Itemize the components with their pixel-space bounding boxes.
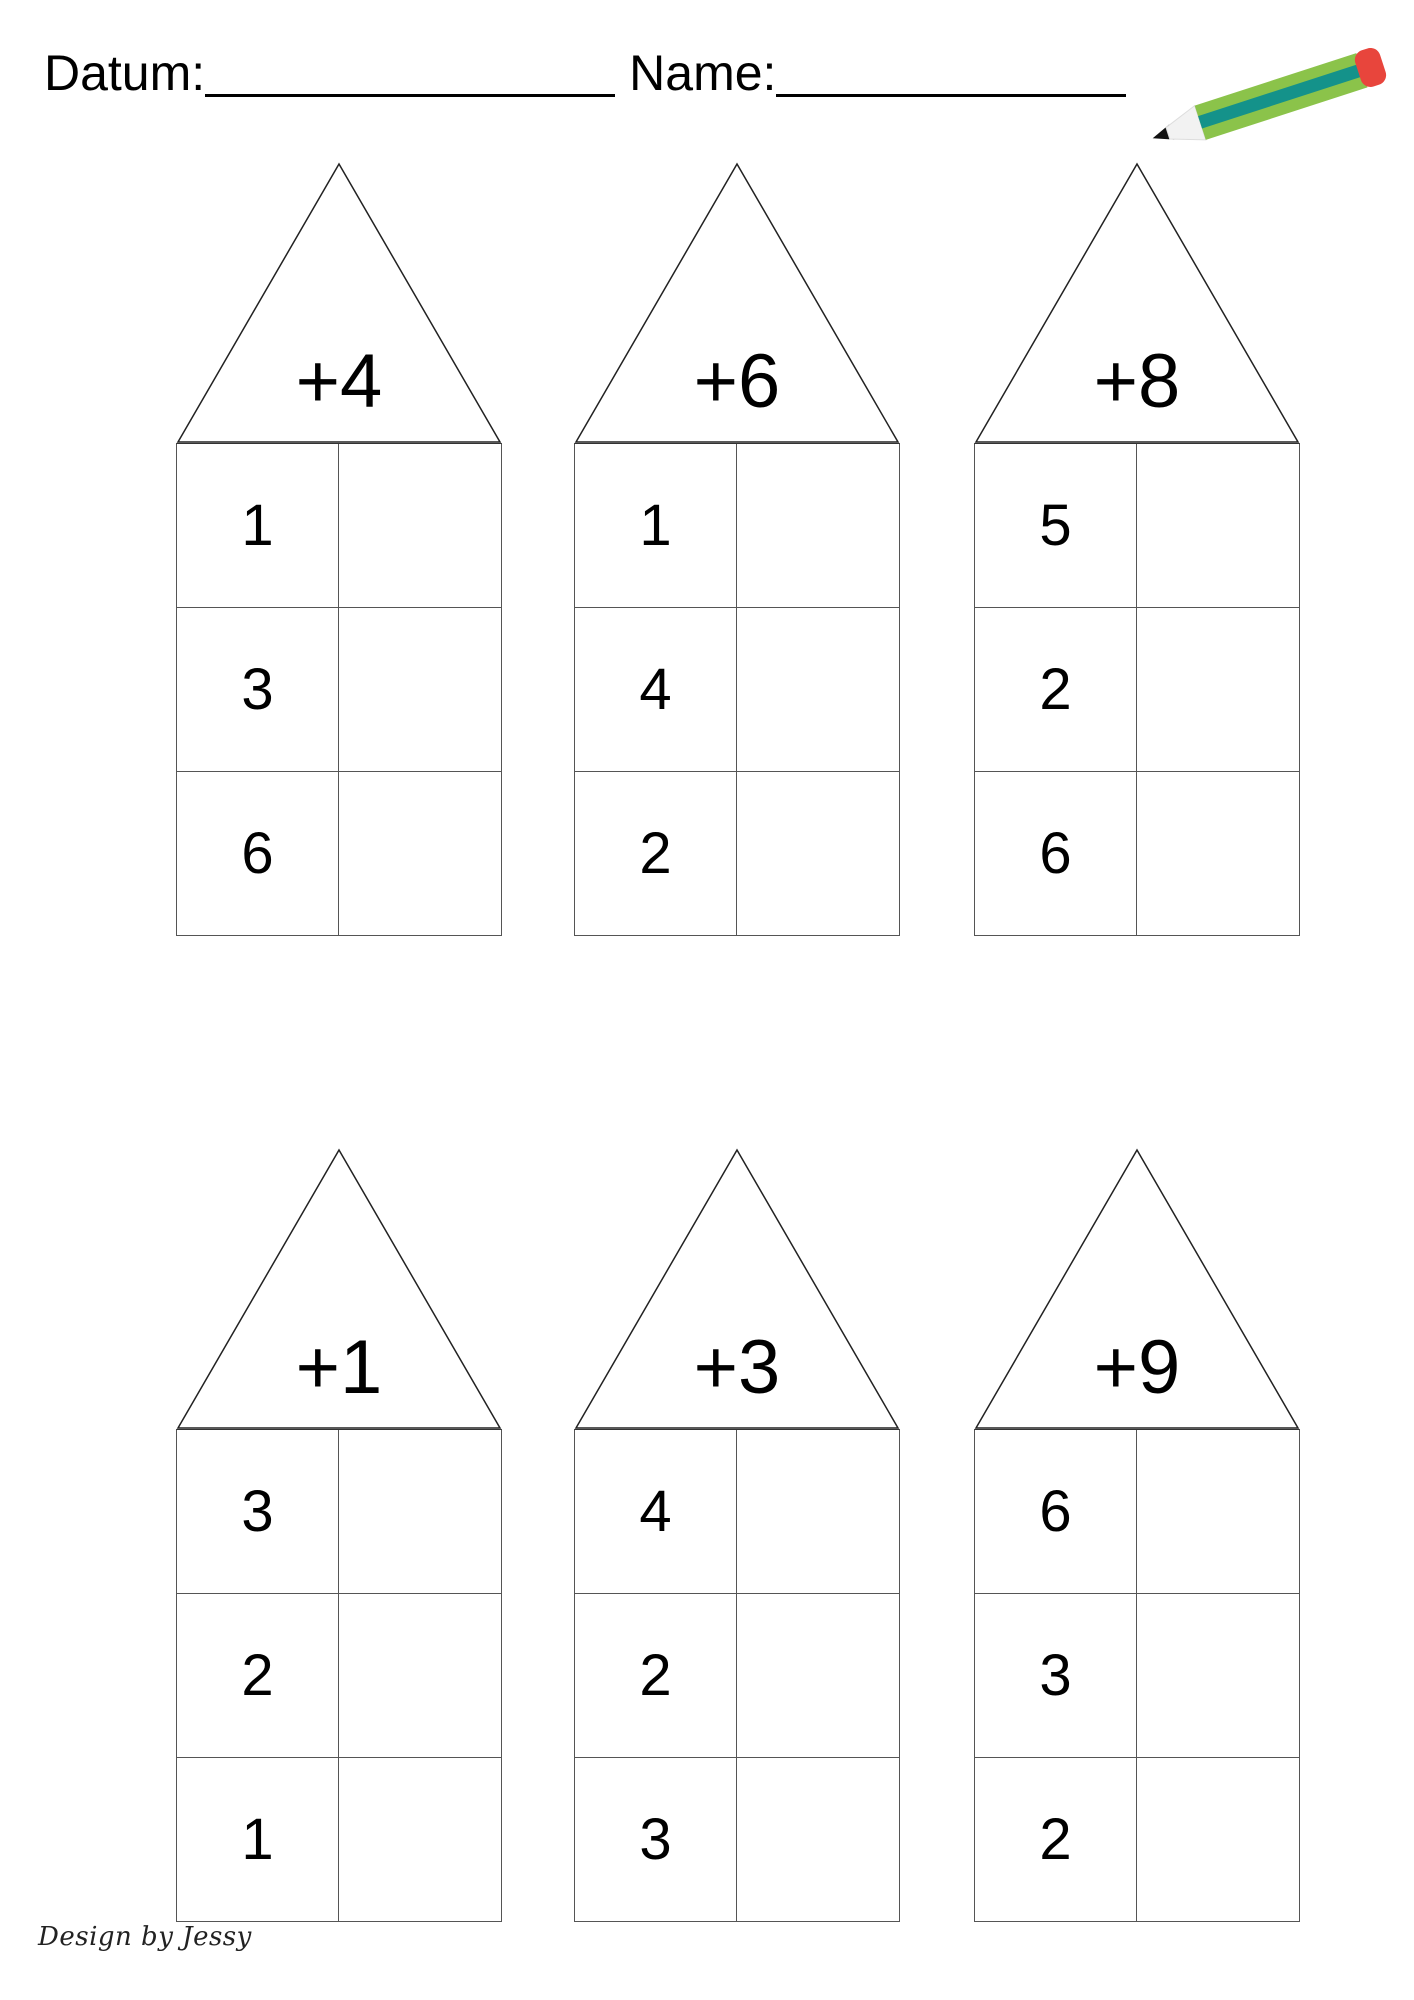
answer-cell[interactable] xyxy=(1137,1758,1299,1921)
house-operator: +8 xyxy=(1093,339,1181,424)
house-operator: +4 xyxy=(295,339,383,424)
answer-cell[interactable] xyxy=(1137,1430,1299,1593)
given-number: 3 xyxy=(177,1430,339,1593)
house-grid xyxy=(974,443,1300,936)
answer-cell[interactable] xyxy=(339,1430,501,1593)
house-grid xyxy=(574,443,900,936)
given-number: 1 xyxy=(575,444,737,607)
given-number: 6 xyxy=(975,772,1137,935)
answer-cell[interactable] xyxy=(737,1430,899,1593)
house-operator: +1 xyxy=(295,1325,383,1410)
given-number: 2 xyxy=(575,1594,737,1757)
given-number: 5 xyxy=(975,444,1137,607)
given-number: 4 xyxy=(575,608,737,771)
number-house xyxy=(176,162,502,942)
answer-cell[interactable] xyxy=(737,608,899,771)
answer-cell[interactable] xyxy=(1137,772,1299,935)
answer-cell[interactable] xyxy=(737,444,899,607)
name-label: Name: xyxy=(629,45,777,101)
given-number: 3 xyxy=(975,1594,1137,1757)
house-operator: +6 xyxy=(693,339,781,424)
number-house xyxy=(574,162,900,942)
given-number: 3 xyxy=(575,1758,737,1921)
answer-cell[interactable] xyxy=(339,772,501,935)
house-grid xyxy=(176,443,502,936)
given-number: 3 xyxy=(177,608,339,771)
answer-cell[interactable] xyxy=(1137,608,1299,771)
number-house xyxy=(974,1148,1300,1928)
answer-cell[interactable] xyxy=(339,444,501,607)
house-grid xyxy=(974,1429,1300,1922)
house-operator: +3 xyxy=(693,1325,781,1410)
designer-signature: Design by Jessy xyxy=(38,1922,252,1952)
number-house xyxy=(574,1148,900,1928)
answer-cell[interactable] xyxy=(1137,444,1299,607)
number-house xyxy=(176,1148,502,1928)
given-number: 6 xyxy=(177,772,339,935)
answer-cell[interactable] xyxy=(737,772,899,935)
house-operator: +9 xyxy=(1093,1325,1181,1410)
house-grid xyxy=(176,1429,502,1922)
answer-cell[interactable] xyxy=(737,1758,899,1921)
answer-cell[interactable] xyxy=(339,1594,501,1757)
house-grid xyxy=(574,1429,900,1922)
answer-cell[interactable] xyxy=(339,608,501,771)
given-number: 1 xyxy=(177,444,339,607)
answer-cell[interactable] xyxy=(1137,1594,1299,1757)
given-number: 6 xyxy=(975,1430,1137,1593)
given-number: 2 xyxy=(975,608,1137,771)
date-label: Datum: xyxy=(44,45,206,101)
answer-cell[interactable] xyxy=(737,1594,899,1757)
given-number: 2 xyxy=(177,1594,339,1757)
given-number: 2 xyxy=(975,1758,1137,1921)
number-house xyxy=(974,162,1300,942)
given-number: 2 xyxy=(575,772,737,935)
given-number: 4 xyxy=(575,1430,737,1593)
answer-cell[interactable] xyxy=(339,1758,501,1921)
given-number: 1 xyxy=(177,1758,339,1921)
